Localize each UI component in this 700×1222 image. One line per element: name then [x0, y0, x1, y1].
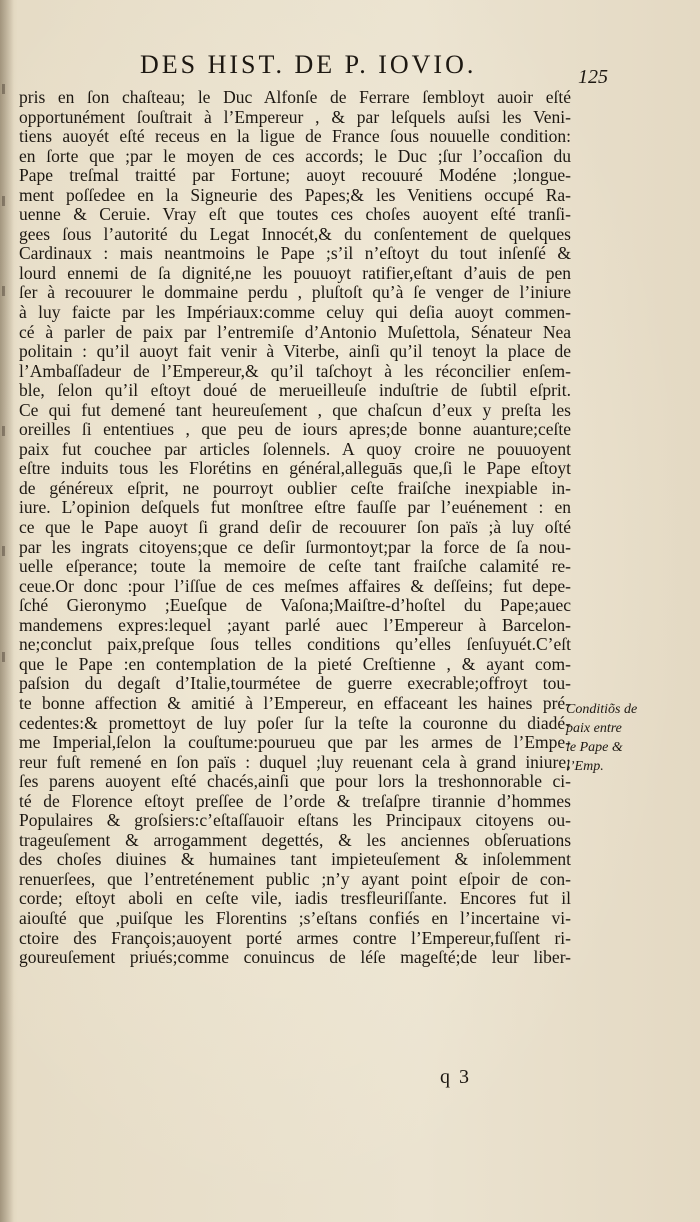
text-line: lourd ennemi de ſa dignité,ne les pouuoyt ratifier,eſtant d’auis de pen	[19, 262, 571, 283]
text-line: goureuſement priués;comme conuincus de léſe mageſté;de leur liber-	[19, 947, 571, 968]
text-line: Populaires & groſsiers:c’eſtaſſauoir eſtans les Principaux citoyens ou-	[19, 810, 571, 831]
text-line: pris en ſon chaſteau; le Duc Alfonſe de Ferrare ſembloyt auoir eſté	[19, 87, 571, 107]
text-line: ſes parens auoyent eſté chacés,ainſi que pour lors la treshonnorable ci-	[19, 771, 571, 792]
text-line: que le Pape :en contemplation de la pieté Creſtienne , & ayant com-	[19, 653, 571, 674]
text-line: des choſes diuines & humaines tant impieteuſement & inſolemment	[19, 849, 571, 870]
text-line: par les ingrats citoyens;que ce deſir ſurmontoyt;par la force de ſa nou-	[19, 536, 571, 557]
text-line: reur fuſt remené en ſon païs : duquel ;luy reuenant cela à grand iniure;	[19, 751, 571, 772]
text-line: te bonne affection & amitié à l’Empereur, en effaceant les haines pré-	[19, 692, 571, 713]
running-head: DES HIST. DE P. IOVIO.	[140, 50, 477, 79]
text-line: oreilles ſi ententiues , que peu de iours apres;de bonne auanture;ceſte	[19, 419, 571, 440]
text-line: eſtre induits tous les Florétins en général,alleguās que,ſi le Pape eſtoyt	[19, 458, 571, 479]
text-line: ſché Gieronymo ;Eueſque de Vaſona;Maiſtre-d’hoſtel du Pape;auec	[19, 595, 571, 616]
text-line: ble, ſelon qu’il eſtoyt doué de merueilleuſe induſtrie de ſubtil eſprit.	[19, 380, 571, 401]
text-line: cedentes:& promettoyt de luy poſer ſur la teſte la couronne du diadé-	[19, 712, 571, 733]
text-line: uenne & Ceruie. Vray eſt que toutes ces choſes auoyent eſté tranſi-	[19, 204, 571, 225]
margin-note-line: Conditiõs de	[566, 702, 638, 717]
text-line: ſer à recouurer le dommaine perdu , pluſtoſt qu’à ſe venger de l’iniure	[19, 282, 571, 303]
text-line: ce que le Pape auoyt ſi grand deſir de recouurer ſon païs ;à luy oſté	[19, 517, 571, 538]
text-line: à luy faicte par les Impériaux:comme celuy qui deſia auoyt commen-	[19, 302, 571, 323]
text-line: Ce qui fut demené tant heureuſement , que chaſcun d’eux y preſta les	[19, 399, 571, 420]
text-line: gees ſous l’autorité du Legat Innocét,& du conſentement de quelques	[19, 223, 571, 244]
text-line: cé à parler de paix par l’entremiſe d’Antonio Muſettola, Sénateur Nea	[19, 321, 571, 342]
page-number: 125	[578, 66, 608, 88]
text-line: té de Florence eſtoyt preſſee de l’orde & treſaſpre tirannie d’hommes	[19, 790, 571, 811]
text-line: Pape treſmal traitté par Fortune; auoyt recouuré Modéne ;longue-	[19, 165, 571, 186]
margin-note	[566, 700, 686, 776]
text-line: tiens auoyét eſté receus en la ligue de France ſous nouuelle condition:	[19, 126, 571, 147]
text-line: paſsion du degaſt d’Italie,tourmétee de guerre execrable;offroyt tou-	[19, 673, 571, 694]
text-line: l’Ambaſſadeur de l’Empereur,& qu’il taſchoyt à les réconcilier enſem-	[19, 360, 571, 381]
body-text	[19, 88, 571, 968]
text-line: opportunément ſouſtrait à l’Empereur , & par leſquels auſsi les Veni-	[19, 106, 571, 127]
text-line: ctoire des François;auoyent porté armes contre l’Empereur,fuſſent ri-	[19, 927, 571, 948]
text-line: mandemens expres:lequel ;ayant parlé auec l’Empereur à Barcelon-	[19, 614, 571, 635]
text-line: iure. L’opinion deſquels fut monſtree eſtre fauſſe par l’euénement : en	[19, 497, 571, 518]
margin-note-line: le Pape &	[566, 740, 623, 755]
signature-mark: q 3	[440, 1066, 471, 1088]
text-line: politain : qu’il auoyt fait venir à Viterbe, ainſi qu’il tenoyt la place de	[19, 341, 571, 362]
text-line: ceue.Or donc :pour l’iſſue de ces meſmes affaires & deſſeins; fut depe-	[19, 575, 571, 596]
text-line: renuerſees, que l’entreténement public ;n’y ayant point eſpoir de con-	[19, 868, 571, 889]
margin-note-line: l’Emp.	[566, 759, 604, 774]
text-line: Cardinaux : mais neantmoins le Pape ;s’il n’eſtoyt du tout inſenſé &	[19, 243, 571, 264]
margin-ink-marks	[2, 0, 10, 1222]
text-line: trageuſement & arrogamment degettés, & les anciennes obſeruations	[19, 829, 571, 850]
text-line: en ſorte que ;par le moyen de ces accords; le Duc ;ſur l’occaſion du	[19, 145, 571, 166]
text-line: aiouſté que ,puiſque les Florentins ;s’eſtans confiés en l’incertaine vi-	[19, 907, 571, 928]
text-line: corde; eſtoyt aboli en ceſte vile, iadis tresfleuriſſante. Encores fut il	[19, 888, 571, 909]
text-line: me Imperial,ſelon la couſtume:pourueu que par les armes de l’Empe-	[19, 732, 571, 753]
text-line: de généreux eſprit, ne pourroyt oublier ceſte fraiſche inexpiable in-	[19, 477, 571, 498]
text-line: uelle eſperance; toute la memoire de ceſte tant fraiſche calamité re-	[19, 556, 571, 577]
margin-note-line: paix entre	[566, 721, 622, 736]
text-line: paix fut couchee par articles ſolennels. A quoy croire ne pouuoyent	[19, 438, 571, 459]
text-line: ment poſſedee en la Signeurie des Papes;& les Venitiens occupé Ra-	[19, 184, 571, 205]
text-line: ne;conclut paix,preſque ſous telles conditions qu’elles ſenſuyuét.C’eſt	[19, 634, 571, 655]
